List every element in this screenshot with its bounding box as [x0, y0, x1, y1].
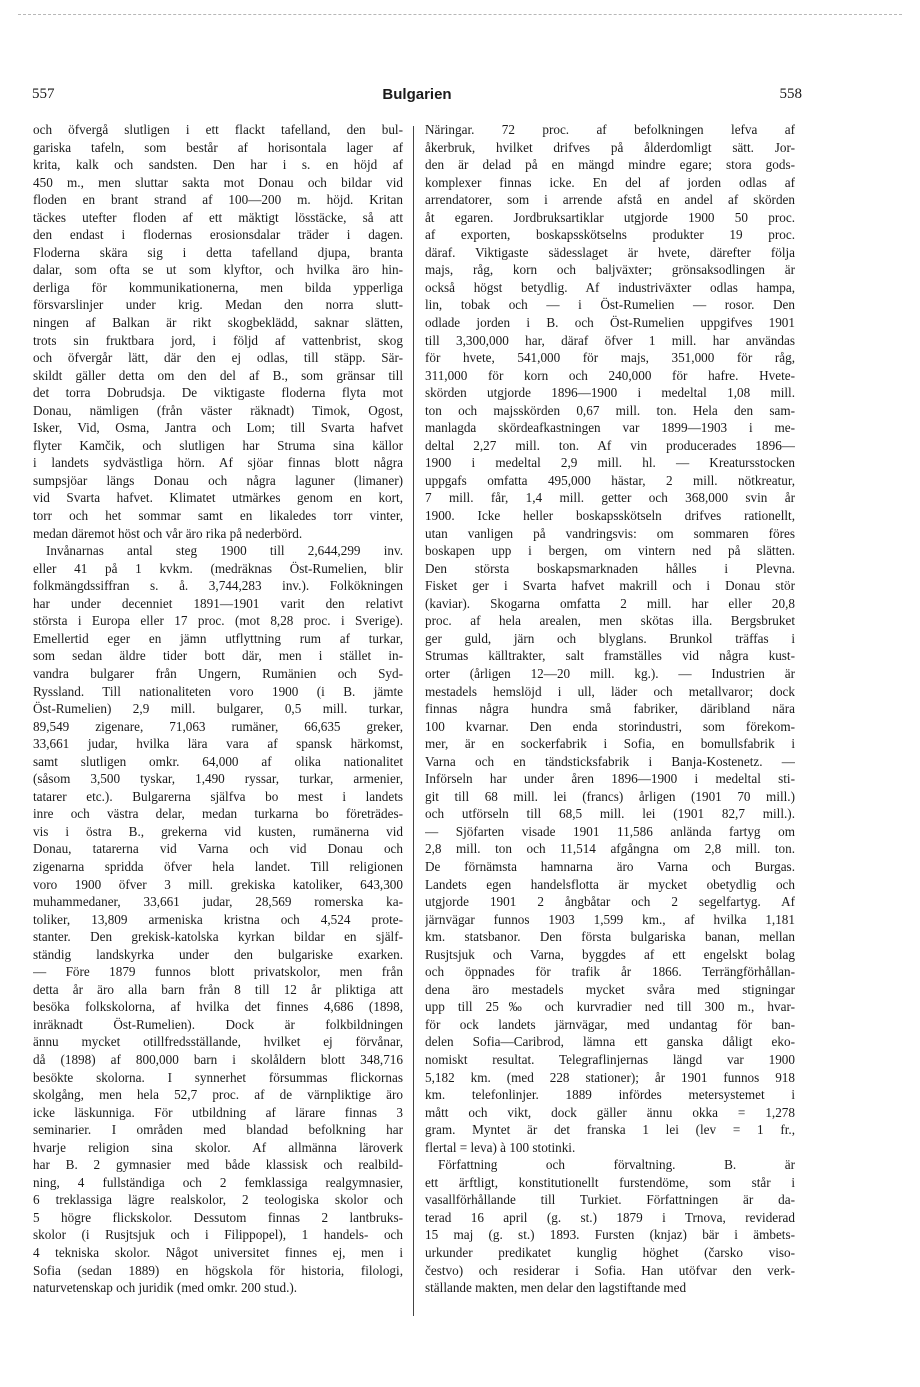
- text-line: gariska tafeln, som består af horisontala lager af: [33, 139, 403, 155]
- text-line: Näringar. 72 proc. af befolkningen lefva af: [425, 122, 795, 137]
- text-line: Donau, tatarerna vid Varna och vid Donau och: [33, 841, 403, 857]
- page-number-right: 558: [779, 86, 802, 102]
- text-line: git till 68 mill. lei (francs) årligen (1901 70 mill.): [425, 788, 795, 804]
- text-line: Varna och en tändsticksfabrik i Banja-Kostenetz. —: [425, 753, 795, 769]
- text-line: orter (årligen 12—20 mill. kg.). — Industrien är: [425, 665, 795, 681]
- text-line: den endast i flodernas erosionsdalar träder i dagen.: [33, 227, 403, 243]
- text-line: čestvo) och residerar i Sofia. Han utöfvar den verk-: [425, 1262, 795, 1278]
- text-line: som sedan äldre tider bott där, men i stället in-: [33, 648, 403, 664]
- text-line: 2,8 mill. ton och 11,514 afgångna om 2,8 mill. ton.: [425, 841, 795, 857]
- text-line: skolgång, men hela 52,7 proc. af de värnpliktige äro: [33, 1087, 403, 1103]
- text-line: af exporten, boskapsskötselns produkter 19 proc.: [425, 227, 795, 243]
- text-line: ett ärftligt, konstitutionellt furstendöme, som står i: [425, 1174, 795, 1190]
- text-line: (såsom 3,500 tyskar, 1,490 ryssar, turkar, armenier,: [33, 771, 403, 787]
- text-line: km. telefonlinjer. 1889 infördes metersystemet i: [425, 1087, 795, 1103]
- text-line: 1900. Icke heller boskapsskötseln drifves rationellt,: [425, 508, 795, 524]
- text-line: har under decenniet 1891—1901 varit den relativt: [33, 595, 403, 611]
- text-line: icke läskunniga. För utbildning af lärare finnas 3: [33, 1104, 403, 1120]
- text-column-left: [33, 121, 403, 1297]
- text-line: uppgafs omfatta 495,000 hästar, 2 mill. nötkreatur,: [425, 472, 795, 488]
- scan-top-rule: [18, 14, 902, 15]
- text-line: toliker, 13,809 armeniska kristna och 4,524 prote-: [33, 911, 403, 927]
- text-line: 4 tekniska skolor. Något universitet finnes ej, men i: [33, 1245, 403, 1260]
- text-line: eller 41 på 1 kvkm. (medräknas Öst-Rumelien, blir: [33, 560, 403, 576]
- text-line: Öst-Rumelien) 2,9 mill. bulgarer, 0,5 mill. turkar,: [33, 701, 403, 717]
- text-line: ning, 4 fullständiga och 2 femklassiga realgymnasier,: [33, 1174, 403, 1190]
- text-line: arrendatorer, som i arrende afstå en andel af skörden: [425, 192, 795, 208]
- text-line: mer, är en sockerfabrik i Sofia, en bomullsfabrik i: [425, 736, 795, 752]
- text-line: Donau, nämligen (från väster räknadt) Timok, Ogost,: [33, 402, 403, 418]
- text-line: medan däremot höst och vår äro rika på nederbörd.: [33, 525, 303, 541]
- text-line: detta år äro alla barn från 8 till 12 år pliktiga att: [33, 981, 403, 997]
- text-line: 89,549 zigenare, 71,063 rumäner, 66,635 greker,: [33, 718, 403, 734]
- text-line: muhammedaner, 33,661 judar, 28,569 romerska ka-: [33, 894, 403, 910]
- text-line: vasallförhållande till Turkiet. Författningen är da-: [425, 1192, 795, 1208]
- text-line: hvarje religion sina skolor. Af allmänna läroverk: [33, 1139, 403, 1155]
- text-line: 7 mill. får, 1,4 mill. getter och 368,000 svin år: [425, 490, 795, 506]
- text-line: stanter. Den grekisk-katolska kyrkan bildar en själf-: [33, 929, 403, 945]
- text-line: (kaviar). Skogarna omfatta 2 mill. har eller 20,8: [425, 595, 795, 611]
- text-line: i landets sydvästliga hörn. Af sjöar finnas blott några: [33, 455, 403, 471]
- text-line: största i Europa eller 17 proc. (mot 8,28 proc. i Sverige).: [33, 613, 403, 629]
- text-line: odlade jorden i B. och Öst-Rumelien uppgifves 1901: [425, 315, 795, 331]
- text-line: Författning och förvaltning. B. är: [438, 1157, 795, 1173]
- text-line: dena äro mestadels mycket svåra med stigningar: [425, 981, 795, 997]
- text-line: för ock landets järnvägar, med undantag för ban-: [425, 1016, 795, 1032]
- text-line: voro 1900 öfver 3 mill. grekiska katoliker, 643,300: [33, 876, 403, 892]
- text-line: försvarslinjer under krig. Medan den norra slutt-: [33, 297, 403, 313]
- page-number-left: 557: [32, 86, 55, 102]
- text-column-right: [425, 121, 795, 1297]
- column-divider: [413, 126, 414, 1316]
- text-line: vid Svarta hafvet. Klimatet utmärkes genom en kort,: [33, 490, 403, 506]
- text-line: Floderna skära sig i detta tafelland djupa, branta: [33, 244, 403, 260]
- text-line: delen Sofia—Caribrod, lämna ett ganska dåligt eko-: [425, 1034, 795, 1050]
- text-line: järnvägar funnos 1903 1,599 km., af hvilka 1,181: [425, 911, 795, 927]
- text-line: 450 m., men sluttar sakta mot Donau och bildar vid: [33, 174, 403, 190]
- text-line: vis i östra B., grekerna vid kusten, rumänerna vid: [33, 823, 403, 839]
- text-line: 6 treklassiga lägre realskolor, 2 teologiska skolor och: [33, 1192, 403, 1208]
- text-line: åkerbruk, hvilket drifves på ålderdomligt sätt. Jor-: [425, 139, 795, 155]
- text-line: proc. af hela arealen, men skötas illa. Bergsbruket: [425, 613, 795, 629]
- page-header: [32, 86, 802, 110]
- text-line: Emellertid eger en jämn utflyttning rum af turkar,: [33, 630, 403, 646]
- text-line: ningen af Balkan är rikt skogbeklädd, saknar slätten,: [33, 315, 403, 331]
- text-line: till 3,300,000 har, däraf öfver 1 mill. har användas: [425, 332, 795, 348]
- text-line: urkunder predikatet kunglig höghet (čarsko viso-: [425, 1245, 795, 1260]
- text-line: och öfvergå slutligen i ett flackt tafelland, den bul-: [33, 122, 403, 137]
- text-line: har B. 2 gymnasier med både klassisk och realbild-: [33, 1157, 403, 1173]
- text-line: floden en brant strand af 100—200 m. höjd. Kritan: [33, 192, 403, 208]
- text-line: finnas några hundra små fabriker, däribland nära: [425, 701, 795, 717]
- text-line: Isker, Vid, Osma, Jantra och Lom; till Svarta hafvet: [33, 420, 403, 436]
- text-line: majs, råg, korn och baljväxter; grönsaksodlingen är: [425, 262, 795, 278]
- text-line: vandra bulgarer från Ungern, Rumänien och Syd-: [33, 665, 403, 681]
- text-line: terad 16 april (g. st.) 1879 i Trnova, reviderad: [425, 1209, 795, 1225]
- text-line: täckes utefter floden af ett mäktigt lösstäcke, så att: [33, 209, 403, 225]
- running-title: Bulgarien: [382, 86, 452, 103]
- text-line: seminarier. I områden med blandad befolkning har: [33, 1122, 403, 1138]
- text-line: och öfvergår lätt, där den ej odlas, till stäpp. Sär-: [33, 350, 403, 366]
- text-line: nomiskt resultat. Telegraflinjernas längd var 1900: [425, 1051, 795, 1067]
- text-line: Invånarnas antal steg 1900 till 2,644,299 inv.: [46, 543, 403, 559]
- text-line: folkmängdssiffran s. å. 3,744,283 inv.). Folkökningen: [33, 578, 403, 594]
- text-line: gram. Myntet är det franska 1 lei (lev = 1 fr.,: [425, 1122, 795, 1138]
- text-line: inräknadt Öst-Rumelien). Dock är folkbildningen: [33, 1016, 403, 1032]
- text-line: Landets egen handelsflotta är mycket obetydlig och: [425, 876, 795, 892]
- text-line: flertal = leva) à 100 stotinki.: [425, 1139, 576, 1155]
- text-line: skildt gäller detta om den del af B., som gränsar till: [33, 367, 403, 383]
- text-line: deltal 2,27 mill. ton. Af vin producerades 1896—: [425, 437, 795, 453]
- text-line: De förnämsta hamnarna äro Varna och Burgas.: [425, 858, 795, 874]
- text-line: utgjorde 1901 2 ångbåtar och 2 segelfartyg. Af: [425, 894, 795, 910]
- text-line: och utförseln till 68,5 mill. lei (1901 82,7 mill.).: [425, 806, 795, 822]
- text-line: skolor (i Rusjtsjuk och i Filippopel), 1 handels- och: [33, 1227, 403, 1243]
- text-line: zigenarna spridda öfver hela landet. Till religionen: [33, 858, 403, 874]
- text-line: samt slutligen omkr. 64,000 af olika nationalitet: [33, 753, 403, 769]
- text-line: ännu mycket otillfredsställande, hvilket ej förvånar,: [33, 1034, 403, 1050]
- text-line: manlagda skördeafkastningen var 1899—1903 i me-: [425, 420, 795, 436]
- text-line: mestadels hemslöjd i ull, läder och metallvaror; dock: [425, 683, 795, 699]
- text-line: dalar, som ofta se ut som klyftor, och hvilka äro hin-: [33, 262, 403, 278]
- text-line: 1900 i medeltal 2,9 mill. hl. — Kreatursstocken: [425, 455, 795, 471]
- text-line: besöka folkskolorna, af hvilka det finnes 4,686 (1898,: [33, 999, 403, 1015]
- text-line: Den största boskapsmarknaden hålles i Plevna.: [425, 560, 795, 576]
- text-line: ständig landskyrka under den bulgariske exarken.: [33, 946, 403, 962]
- text-line: km. statsbanor. Den första bulgariska banan, mellan: [425, 929, 795, 945]
- text-line: Rusjtsjuk och Varna, byggdes af ett engelskt bolag: [425, 946, 795, 962]
- text-line: 5,182 km. (med 228 stationer); år 1901 funnos 918: [425, 1069, 795, 1085]
- text-line: inre och västra delar, medan turkarna bo företrädes-: [33, 806, 403, 822]
- text-line: utan vanligen på vandringsvis: om sommaren föres: [425, 525, 795, 541]
- text-line: ger guld, järn och blyglans. Brunkol träffas i: [425, 630, 795, 646]
- text-line: trots sin fruktbara jord, i följd af vattenbrist, skog: [33, 332, 403, 348]
- text-line: krita, kalk och sandsten. Den har i s. en höjd af: [33, 157, 403, 173]
- text-line: derliga för kommunikationerna, men bilda ypperliga: [33, 279, 403, 295]
- text-line: boskapen upp i bergen, om vintern ned på slätten.: [425, 543, 795, 559]
- text-line: komplexer finnas icke. En del af jorden odlas af: [425, 174, 795, 190]
- text-line: 15 maj (g. st.) 1893. Fursten (knjaz) bär i ämbets-: [425, 1227, 795, 1243]
- text-line: ton och majsskörden 0,67 mill. ton. Hela den sam-: [425, 402, 795, 418]
- text-line: 311,000 för korn och 240,000 för hafre. Hvete-: [425, 367, 795, 383]
- text-line: — Före 1879 funnos blott privatskolor, men från: [33, 964, 403, 980]
- text-line: och öppnades för trafik år 1866. Terrängförhållan-: [425, 964, 795, 980]
- text-line: däraf. Viktigaste sädesslaget är hvete, därefter följa: [425, 244, 795, 260]
- text-line: Införseln har under åren 1896—1900 i medeltal sti-: [425, 771, 795, 787]
- text-line: 5 högre flickskolor. Dessutom finnas 2 lantbruks-: [33, 1209, 403, 1225]
- text-line: för hvete, 541,000 för majs, 351,000 för råg,: [425, 350, 795, 366]
- text-line: åt egaren. Jordbruksartiklar utgjorde 1900 50 proc.: [425, 209, 795, 225]
- text-line: mått och vikt, dock gäller ännu okka = 1,278: [425, 1104, 795, 1120]
- text-line: ställande makten, men delar den lagstiftande med: [425, 1280, 687, 1296]
- text-line: Ryssland. Till nationaliteten voro 1900 (i B. jämte: [33, 683, 403, 699]
- text-line: flyter Kamčik, och slutligen har Struma sina källor: [33, 437, 403, 453]
- text-line: det torra Dobrudsja. De viktigaste floderna flyta mot: [33, 385, 403, 401]
- text-line: lin, tobak och — i Öst-Rumelien — rosor. Den: [425, 297, 795, 313]
- text-line: 33,661 judar, hvilka lära vara af spansk härkomst,: [33, 736, 403, 752]
- text-line: upp till 25‰ och kurvradier ned till 300 m., hvar-: [425, 999, 795, 1015]
- text-line: besökte skolorna. I synnerhet försummas flickornas: [33, 1069, 403, 1085]
- text-line: Sofia (sedan 1889) en högskola för historia, filologi,: [33, 1262, 403, 1278]
- text-line: 100 kvarnar. Den enda storindustri, som förekom-: [425, 718, 795, 734]
- text-line: skörden utgjorde 1896—1900 i medeltal 1,08 mill.: [425, 385, 795, 401]
- text-line: — Sjöfarten visade 1901 11,586 anlända fartyg om: [425, 823, 795, 839]
- text-line: tatarer etc.). Bulgarerna själfva bo mest i landets: [33, 788, 403, 804]
- text-line: då (1898) af 800,000 barn i skolåldern blott 348,716: [33, 1051, 403, 1067]
- text-line: den är delad på en mängd mindre egare; stora gods-: [425, 157, 795, 173]
- text-line: sumpsjöar längs Donau och några laguner (limaner): [33, 472, 403, 488]
- text-line: naturvetenskap och juridik (med omkr. 200 stud.).: [33, 1280, 298, 1296]
- text-line: Fisket ger i Svarta hafvet makrill och i Donau stör: [425, 578, 795, 594]
- text-line: torr och het sommar samt en likaledes torr vinter,: [33, 508, 403, 524]
- text-line: Strumas källtrakter, salt framställes vid några kust-: [425, 648, 795, 664]
- text-line: också högst betydlig. Af industriväxter odlas hampa,: [425, 279, 795, 295]
